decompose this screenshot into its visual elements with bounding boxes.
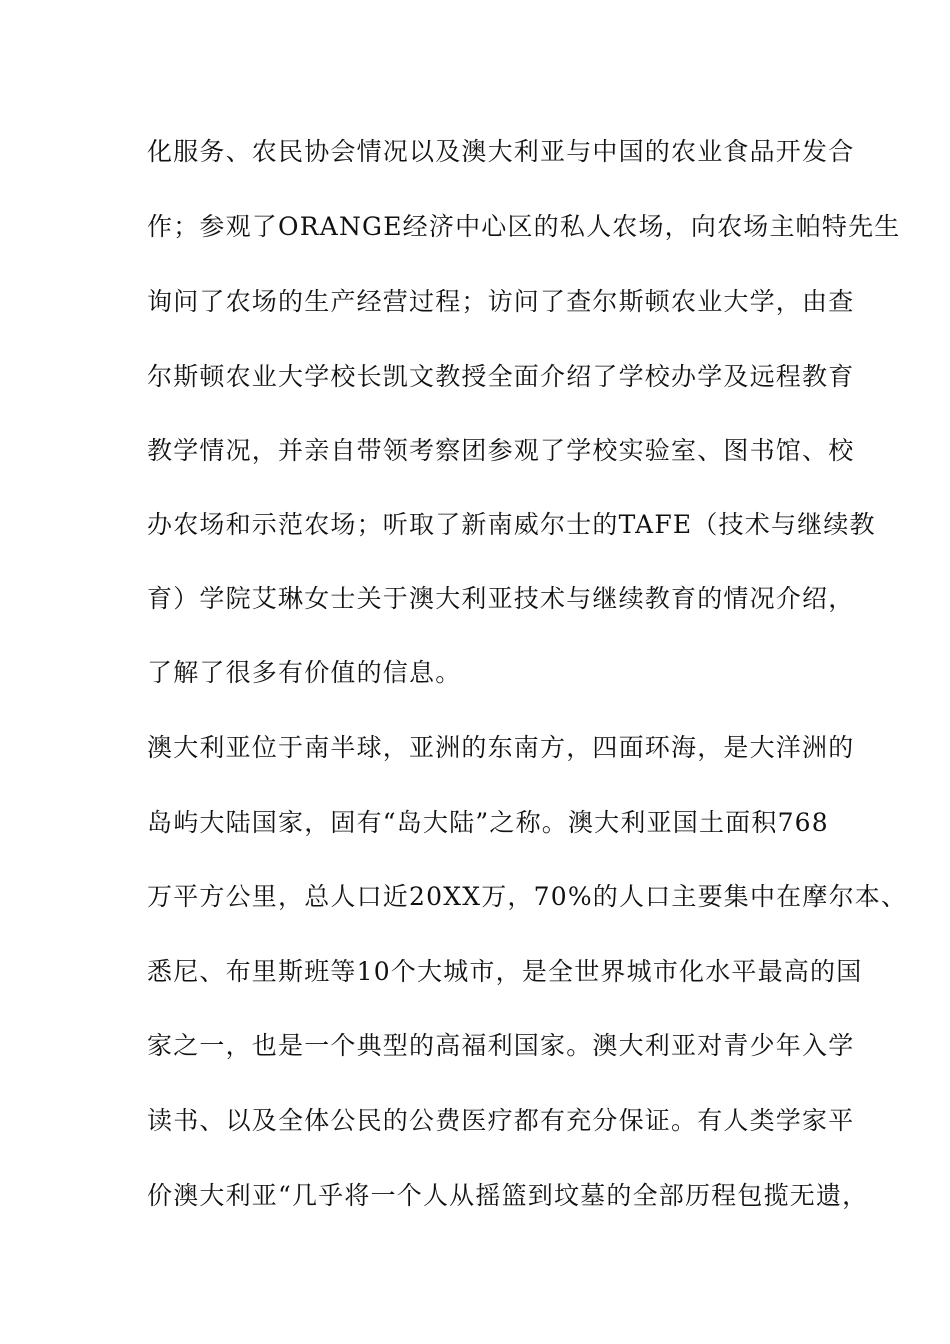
text-line: 悉尼、布里斯班等10个大城市，是全世界城市化水平最高的国 bbox=[147, 957, 863, 986]
text-line: 万平方公里，总人口近20XX万，70%的人口主要集中在摩尔本、 bbox=[147, 882, 908, 911]
text-line: 化服务、农民协会情况以及澳大利亚与中国的农业食品开发合 bbox=[147, 137, 855, 166]
text-line: 尔斯顿农业大学校长凯文教授全面介绍了学校办学及远程教育 bbox=[147, 362, 855, 391]
text-line: 办农场和示范农场；听取了新南威尔士的TAFE（技术与继续教 bbox=[147, 510, 876, 539]
text-line: 岛屿大陆国家，固有“岛大陆”之称。澳大利亚国土面积768 bbox=[147, 808, 829, 837]
text-line: 价澳大利亚“几乎将一个人从摇篮到坟墓的全部历程包揽无遗， bbox=[147, 1181, 869, 1210]
text-line: 教学情况，并亲自带领考察团参观了学校实验室、图书馆、校 bbox=[147, 436, 855, 465]
text-line: 读书、以及全体公民的公费医疗都有充分保证。有人类学家平 bbox=[147, 1106, 855, 1135]
paragraph-start-line: 澳大利亚位于南半球，亚洲的东南方，四面环海，是大洋洲的 bbox=[147, 733, 855, 762]
text-line: 育）学院艾琳女士关于澳大利亚技术与继续教育的情况介绍， bbox=[147, 584, 855, 613]
text-line: 家之一，也是一个典型的高福利国家。澳大利亚对青少年入学 bbox=[147, 1031, 855, 1060]
text-line: 了解了很多有价值的信息。 bbox=[147, 658, 462, 687]
text-line: 作；参观了ORANGE经济中心区的私人农场，向农场主帕特先生 bbox=[147, 212, 901, 241]
text-line: 询问了农场的生产经营过程；访问了查尔斯顿农业大学，由查 bbox=[147, 287, 855, 316]
